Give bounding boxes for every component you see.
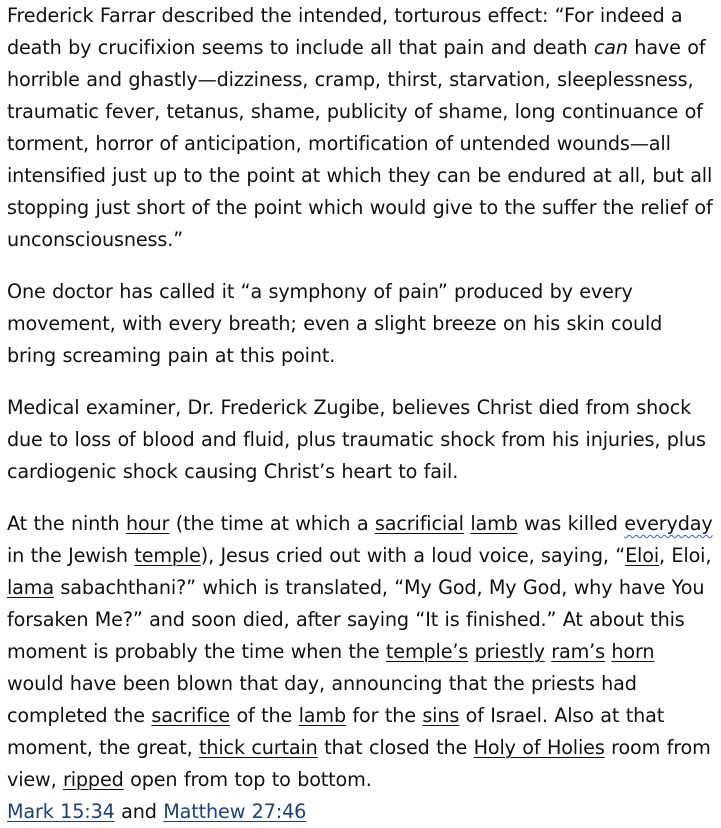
text: room from view, bbox=[7, 736, 711, 791]
underlined-horn[interactable]: horn bbox=[611, 640, 655, 663]
text: open from top to bottom. bbox=[123, 768, 372, 791]
underlined-lama[interactable]: lama bbox=[7, 576, 54, 599]
text: have of horrible and ghastly—dizziness, cramp, thirst, starvation, sleeplessness, traumatic fever, tetanus, shame, publicity of shame, long continuance of torment, horror of anticipation, mortification of untended wounds—all intensified just up to the point at which they can be endured at all, but all stopping just short of the point which would give to the suffer the relief of unconsciousness.” bbox=[7, 36, 713, 251]
text: for the bbox=[345, 704, 423, 727]
text: would have been blown that day, announcing that the priests had completed the bbox=[7, 672, 637, 727]
text: Frederick Farrar described the intended, torturous effect: “For indeed a death by crucifixion seems to include all that pain and death bbox=[7, 4, 683, 59]
text: of the bbox=[230, 704, 299, 727]
text: ), Jesus cried out with a loud voice, saying, “ bbox=[200, 544, 626, 567]
emphasis-can: can bbox=[593, 36, 628, 59]
underlined-ripped[interactable]: ripped bbox=[62, 768, 124, 791]
text: At the ninth bbox=[7, 512, 126, 535]
paragraph-ninth-hour bbox=[7, 508, 717, 796]
link-matthew-27-46[interactable]: Matthew 27:46 bbox=[163, 800, 307, 823]
text: and bbox=[114, 800, 164, 823]
link-mark-15-34[interactable]: Mark 15:34 bbox=[7, 800, 115, 823]
underlined-rams[interactable]: ram’s bbox=[551, 640, 605, 663]
text: sabachthani?” which is translated, “My God, My God, why have You forsaken Me?” and soon died, after saying “It is finished.” At about this moment is probably the time when the bbox=[7, 576, 705, 663]
underlined-lamb[interactable]: lamb bbox=[470, 512, 518, 535]
paragraph-zugibe: Medical examiner, Dr. Frederick Zugibe, believes Christ died from shock due to loss of blood and fluid, plus traumatic shock from his injuries, plus cardiogenic shock causing Christ’s heart to fail. bbox=[7, 396, 706, 483]
underlined-sacrificial[interactable]: sacrificial bbox=[374, 512, 464, 535]
text: , Eloi, bbox=[659, 544, 712, 567]
paragraph-farrar-quote bbox=[7, 0, 717, 256]
underlined-holy-of-holies[interactable]: Holy of Holies bbox=[473, 736, 605, 759]
underlined-temple[interactable]: temple bbox=[134, 544, 201, 567]
underlined-sacrifice[interactable]: sacrifice bbox=[151, 704, 231, 727]
paragraph-symphony-of-pain: One doctor has called it “a symphony of pain” produced by every movement, with every breath; even a slight breeze on his skin could bring screaming pain at this point. bbox=[7, 280, 663, 367]
spellcheck-everyday[interactable]: everyday bbox=[624, 512, 713, 535]
document-body bbox=[7, 0, 717, 828]
underlined-temples[interactable]: temple’s bbox=[385, 640, 469, 663]
underlined-thick-curtain[interactable]: thick curtain bbox=[198, 736, 318, 759]
underlined-hour[interactable]: hour bbox=[126, 512, 170, 535]
underlined-eloi[interactable]: Eloi bbox=[625, 544, 660, 567]
underlined-lamb[interactable]: lamb bbox=[298, 704, 346, 727]
text: was killed bbox=[517, 512, 625, 535]
text: (the time at which a bbox=[169, 512, 375, 535]
scripture-references bbox=[7, 796, 717, 828]
underlined-priestly[interactable]: priestly bbox=[474, 640, 545, 663]
text: that closed the bbox=[317, 736, 474, 759]
underlined-sins[interactable]: sins bbox=[422, 704, 460, 727]
text: of Israel. Also at that moment, the great, bbox=[7, 704, 665, 759]
text: in the Jewish bbox=[7, 544, 135, 567]
